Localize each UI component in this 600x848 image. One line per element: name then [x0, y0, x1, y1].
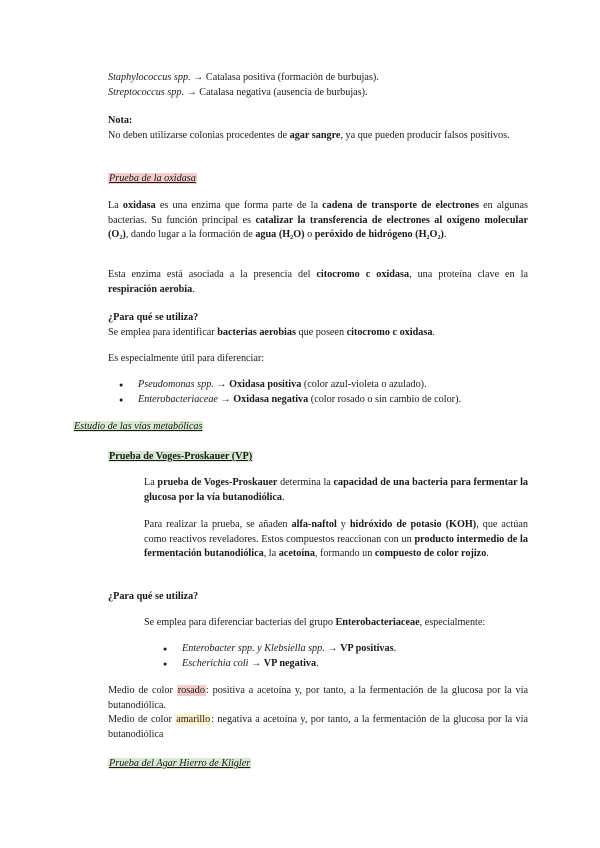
vp-definition: La prueba de Voges-Proskauer determina la capacidad de una bacteria para fermentar la glucosa por la vía butanodiólica.	[144, 477, 529, 503]
catalase-line-staph: Staphylococcus spp. → Catalasa positiva (formación de burbujas).	[108, 72, 379, 83]
vp-heading: Prueba de Voges-Proskauer (VP)	[109, 451, 253, 462]
vp-positive-medium: Medio de color rosado: positiva a acetoína y, por tanto, a la fermentación de la glucosa por la vía butanodiólica.	[108, 685, 528, 711]
oxidase-use	[108, 311, 528, 340]
oxidase-use-title: ¿Para qué se utiliza?	[108, 312, 199, 323]
oxidase-cytochrome: Esta enzima está asociada a la presencia del citocromo c oxidasa, una proteína clave en la respiración aerobia.	[108, 269, 528, 295]
oxidase-diff-intro: Es especialmente útil para diferenciar:	[108, 353, 265, 364]
oxidase-definition: La oxidasa es una enzima que forma parte de la cadena de transporte de electrones en algunas bacterias. Su función principal es catalizar la transferencia de electrones al oxígeno molecular (O₂), dando lugar a la formación de agua (H₂O) o peróxido de hidrógeno (H₂O₂).	[108, 200, 528, 241]
list-item: ● Escherichia coli → VP negativa.	[160, 657, 528, 672]
vp-use-title: ¿Para qué se utiliza?	[108, 591, 199, 602]
vp-list	[160, 642, 528, 671]
note-title: Nota:	[108, 115, 133, 126]
note-text: No deben utilizarse colonias procedentes de agar sangre, ya que pueden producir falsos positivos.	[108, 129, 510, 141]
note-block	[108, 114, 528, 143]
list-item: ● Pseudomonas spp. → Oxidasa positiva (color azul-violeta o azulado).	[116, 378, 528, 393]
catalase-line-strep: Streptococcus spp. → Catalasa negativa (ausencia de burbujas).	[108, 86, 368, 98]
kligler-heading: Prueba del Agar Hierro de Kligler	[109, 758, 251, 769]
vp-negative-medium: Medio de color amarillo: negativa a acetoína y, por tanto, a la fermentación de la glucosa por la vía butanodiólica	[108, 714, 528, 740]
vp-procedure: Para realizar la prueba, se añaden alfa-naftol y hidróxido de potasio (KOH), que actúan como reactivos reveladores. Estos compuestos reaccionan con un producto intermedio de la fermentación butanodiólica, la acetoína, formando un compuesto de color rojizo.	[144, 519, 529, 560]
oxidase-heading: Prueba de la oxidasa	[109, 173, 196, 184]
list-item: ● Enterobacteriaceae → Oxidasa negativa (color rosado o sin cambio de color).	[116, 393, 528, 408]
metabolic-heading: Estudio de las vías metabólicas	[74, 421, 203, 432]
list-item: ● Enterobacter spp. y Klebsiella spp. → VP positivas.	[160, 642, 528, 657]
vp-use-text: Se emplea para diferenciar bacterias del grupo Enterobacteriaceae, especialmente:	[144, 617, 486, 628]
oxidase-use-text: Se emplea para identificar bacterias aerobias que poseen citocromo c oxidasa.	[108, 326, 435, 338]
catalase-results	[108, 71, 528, 100]
oxidase-list	[116, 378, 528, 407]
